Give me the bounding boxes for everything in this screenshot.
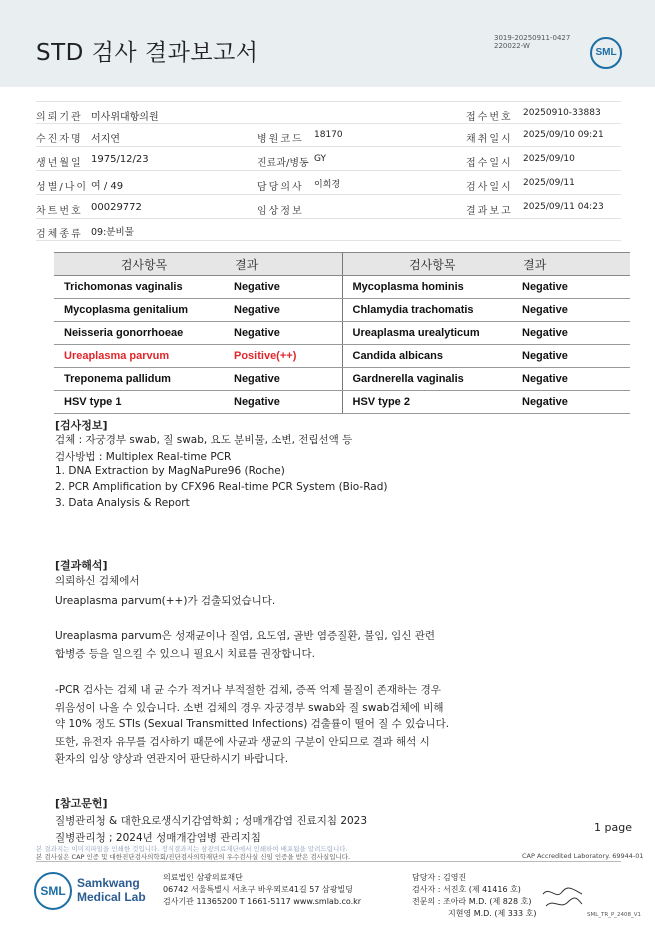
test-result: Negative xyxy=(234,276,342,299)
interpretation-line: -PCR 검사는 검체 내 균 수가 적거나 부적절한 검체, 증폭 억제 물질이 존재하는 경우 xyxy=(55,684,441,696)
test-result: Negative xyxy=(522,391,630,414)
table-row xyxy=(54,322,630,345)
table-row xyxy=(54,276,630,299)
divider xyxy=(36,123,621,124)
name-label: 수진자명 xyxy=(36,134,83,145)
signature-mark xyxy=(540,884,585,910)
sex-age-value: 여 / 49 xyxy=(91,181,124,192)
divider xyxy=(36,194,621,195)
collect-label: 채취일시 xyxy=(466,134,513,145)
collect-value: 2025/09/10 09:21 xyxy=(523,130,604,140)
test-result: Negative xyxy=(234,299,342,322)
staff-line: 검사자 : 서진호 (제 41416 호) xyxy=(412,885,521,894)
reference-line: 질병관리청 ; 2024년 성매개감염병 관리지침 xyxy=(55,832,261,844)
cap-accreditation: CAP Accredited Laboratory. 69944-01 xyxy=(522,852,644,860)
test-item: HSV type 2 xyxy=(342,391,522,414)
test-item: Candida albicans xyxy=(342,345,522,368)
document-id-line1: 3019-20250911-0427 xyxy=(494,34,571,42)
staff-line: 전문의 : 조아라 M.D. (제 828 호) xyxy=(412,897,532,906)
test-item: Gardnerella vaginalis xyxy=(342,368,522,391)
test-item: Mycoplasma genitalium xyxy=(54,299,234,322)
test-date-label: 검사일시 xyxy=(466,182,513,193)
specimen-value: 09:분비물 xyxy=(91,227,134,238)
test-info-line: 3. Data Analysis & Report xyxy=(55,497,190,509)
brand-line2: Medical Lab xyxy=(77,890,146,904)
interpretation-line: 약 10% 정도 STIs (Sexual Transmitted Infections) 검출률이 떨어 질 수 있습니다. xyxy=(55,718,450,730)
test-info-line: 검사방법 : Multiplex Real-time PCR xyxy=(55,451,232,463)
results-header-row xyxy=(54,253,630,276)
form-code: SML_TR_P_2408_V1 xyxy=(587,912,642,918)
document-id-line2: 220022-W xyxy=(494,42,530,50)
table-row xyxy=(54,299,630,322)
report-value: 2025/09/11 04:23 xyxy=(523,202,604,212)
hospital-label: 의뢰기관 xyxy=(36,112,83,123)
test-result: Negative xyxy=(234,322,342,345)
divider xyxy=(36,218,621,219)
brand-name xyxy=(77,876,146,904)
hosp-code-value: 18170 xyxy=(314,130,343,140)
recv-no-value: 20250910-33883 xyxy=(523,108,601,118)
test-info-line: 1. DNA Extraction by MagNaPure96 (Roche) xyxy=(55,465,285,477)
references-heading: [참고문헌] xyxy=(55,797,108,810)
recv-date-value: 2025/09/10 xyxy=(523,154,575,164)
org-line: 검사기관 11365200 T 1661-5117 www.smlab.co.kr xyxy=(163,897,362,906)
test-result: Negative xyxy=(522,322,630,345)
dob-value: 1975/12/23 xyxy=(91,154,149,165)
test-item: Mycoplasma hominis xyxy=(342,276,522,299)
doctor-value: 이희경 xyxy=(314,180,341,190)
staff-line: 지현영 M.D. (제 333 호) xyxy=(448,909,537,918)
test-item: Trichomonas vaginalis xyxy=(54,276,234,299)
interpretation-line: 또한, 유전자 유무를 검사하기 때문에 사균과 생균의 구분이 안되므로 결과 해석 시 xyxy=(55,736,430,748)
report-title: STD 검사 결과보고서 xyxy=(36,40,259,66)
test-result: Negative xyxy=(522,299,630,322)
sml-logo: SML xyxy=(590,37,622,69)
results-table xyxy=(54,252,630,414)
test-info-heading: [검사정보] xyxy=(55,419,108,432)
accreditation-notice: 본 검사실은 CAP 인증 및 대한진단검사의학회/진단검사의학재단의 우수검사실 신임 인증을 받은 검사실입니다. xyxy=(36,853,351,861)
recv-date-label: 접수일시 xyxy=(466,158,513,169)
interpretation-line: 합병증 등을 일으킬 수 있으니 필요시 치료를 권장합니다. xyxy=(55,648,315,660)
doctor-label: 담당의사 xyxy=(257,182,304,193)
name-value: 서지연 xyxy=(91,134,120,145)
print-notice: 본 결과지는 이미지파일을 인쇄한 것입니다. 정식결과지는 삼광의료재단에서 인쇄하여 배포됨을 알려드립니다. xyxy=(36,845,348,853)
col-header-result: 결과 xyxy=(522,253,630,276)
test-result: Negative xyxy=(522,345,630,368)
document-id xyxy=(494,34,570,50)
interpretation-line: 의뢰하신 검체에서 xyxy=(55,575,140,587)
interpretation-heading: [결과해석] xyxy=(55,559,108,572)
col-header-item: 검사항목 xyxy=(342,253,522,276)
test-info-line: 검체 : 자궁경부 swab, 질 swab, 요도 분비물, 소변, 전립선액 등 xyxy=(55,434,353,446)
table-row-positive xyxy=(54,345,630,368)
interpretation-line: Ureaplasma parvum은 성재균이나 질염, 요도염, 골반 염증질환, 불임, 임신 관련 xyxy=(55,630,436,642)
test-item: Chlamydia trachomatis xyxy=(342,299,522,322)
hospital-value: 미사위대항의원 xyxy=(91,112,159,123)
dept-label: 진료과/병동 xyxy=(257,158,309,169)
test-result: Negative xyxy=(522,276,630,299)
interpretation-line: Ureaplasma parvum(++)가 검출되었습니다. xyxy=(55,595,276,607)
dept-value: GY xyxy=(314,154,327,164)
interpretation-line: 환자의 임상 양상과 연관지어 판단하시기 바랍니다. xyxy=(55,753,289,765)
table-row xyxy=(54,391,630,414)
specimen-label: 검체종류 xyxy=(36,229,83,240)
footer-divider xyxy=(36,861,621,862)
test-result-positive: Positive(++) xyxy=(234,345,342,368)
divider xyxy=(36,101,621,102)
hosp-code-label: 병원코드 xyxy=(257,134,304,145)
test-date-value: 2025/09/11 xyxy=(523,178,575,188)
table-row xyxy=(54,368,630,391)
sml-footer-logo: SML xyxy=(34,872,72,910)
test-item: Ureaplasma urealyticum xyxy=(342,322,522,345)
org-line: 의료법인 삼광의료재단 xyxy=(163,873,243,882)
test-item: Neisseria gonorrhoeae xyxy=(54,322,234,345)
test-result: Negative xyxy=(522,368,630,391)
divider xyxy=(36,170,621,171)
clinical-label: 임상정보 xyxy=(257,206,304,217)
reference-line: 질병관리청 & 대한요로생식기감염학회 ; 성매개감염 진료지침 2023 xyxy=(55,815,368,827)
chart-label: 차트번호 xyxy=(36,206,83,217)
organization-info xyxy=(163,872,361,908)
col-header-result: 결과 xyxy=(234,253,342,276)
report-label: 결과보고 xyxy=(466,206,513,217)
dob-label: 생년월일 xyxy=(36,158,83,169)
recv-no-label: 접수번호 xyxy=(466,112,513,123)
col-header-item: 검사항목 xyxy=(54,253,234,276)
test-item: Treponema pallidum xyxy=(54,368,234,391)
chart-value: 00029772 xyxy=(91,202,142,213)
staff-info xyxy=(412,872,536,920)
interpretation-line: 위음성이 나올 수 있습니다. 소변 검체의 경우 자궁경부 swab와 질 swab검체에 비해 xyxy=(55,702,444,714)
sex-age-label: 성별/나이 xyxy=(36,182,89,193)
brand-line1: Samkwang xyxy=(77,876,140,890)
test-item: HSV type 1 xyxy=(54,391,234,414)
org-line: 06742 서울특별시 서초구 바우뫼로41길 57 삼광빌딩 xyxy=(163,885,353,894)
divider xyxy=(36,240,621,241)
test-item-positive: Ureaplasma parvum xyxy=(54,345,234,368)
divider xyxy=(36,146,621,147)
page-number: 1 page xyxy=(594,821,632,834)
test-result: Negative xyxy=(234,368,342,391)
test-info-line: 2. PCR Amplification by CFX96 Real-time PCR System (Bio-Rad) xyxy=(55,481,388,493)
staff-line: 담당자 : 김영진 xyxy=(412,873,467,882)
test-result: Negative xyxy=(234,391,342,414)
